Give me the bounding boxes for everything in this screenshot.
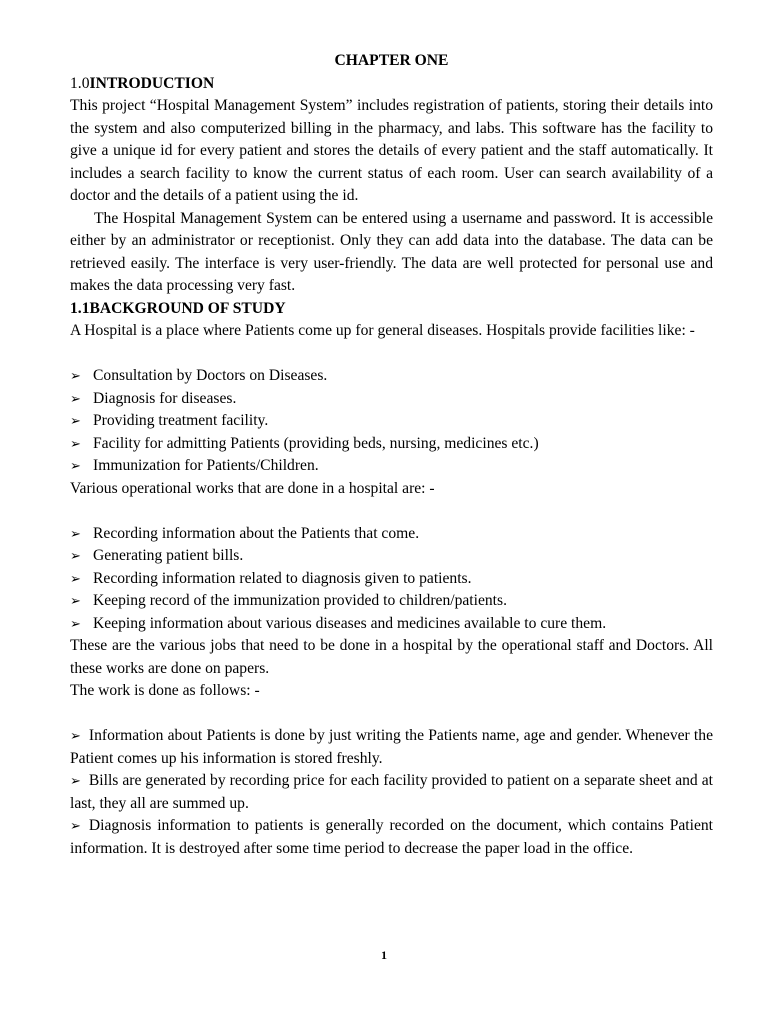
arrow-bullet-icon: ➢ bbox=[70, 525, 81, 541]
list-item: ➢ Keeping information about various diseases and medicines available to cure them. bbox=[70, 613, 713, 636]
page-content bbox=[70, 50, 713, 860]
work-item: ➢ Information about Patients is done by just writing the Patients name, age and gender. Whenever the Patient comes up his information is stored freshly. bbox=[70, 727, 713, 767]
intro-heading-number: 1.0 bbox=[70, 74, 90, 92]
intro-heading bbox=[70, 73, 713, 96]
background-intro: A Hospital is a place where Patients come up for general diseases. Hospitals provide facilities like: - bbox=[70, 322, 695, 339]
arrow-bullet-icon: ➢ bbox=[70, 368, 81, 383]
arrow-bullet-icon: ➢ bbox=[70, 818, 81, 833]
list-item: ➢ Diagnosis for diseases. bbox=[70, 388, 713, 411]
list-item: ➢ Providing treatment facility. bbox=[70, 410, 713, 433]
chapter-title: CHAPTER ONE bbox=[334, 52, 449, 69]
spacer bbox=[70, 343, 713, 366]
intro-heading-title: INTRODUCTION bbox=[89, 74, 215, 92]
list-item: ➢ Facility for admitting Patients (providing beds, nursing, medicines etc.) bbox=[70, 433, 713, 456]
arrow-bullet-icon: ➢ bbox=[70, 548, 81, 563]
arrow-bullet-icon: ➢ bbox=[70, 728, 81, 743]
operations-list bbox=[70, 523, 713, 636]
list-item: ➢ Generating patient bills. bbox=[70, 545, 713, 568]
background-heading-title: BACKGROUND OF STUDY bbox=[89, 299, 286, 317]
list-item: ➢ Recording information about the Patients that come. bbox=[70, 523, 713, 546]
intro-paragraph-1: This project “Hospital Management System” includes registration of patients, storing their details into the system and also computerized billing in the pharmacy, and labs. This software has the facility to give a unique id for every patient and stores the details of every patient and the staff automatically. It includes a search facility to know the current status of each room. User can search availability of a doctor and the details of a patient using the id. bbox=[70, 97, 713, 204]
arrow-bullet-icon: ➢ bbox=[70, 390, 81, 406]
work-item: ➢ Bills are generated by recording price for each facility provided to patient on a separate sheet and at last, they all are summed up. bbox=[70, 772, 713, 812]
list-item: ➢ Recording information related to diagnosis given to patients. bbox=[70, 568, 713, 591]
intro-paragraph-2: The Hospital Management System can be entered using a username and password. It is accessible either by an administrator or receptionist. Only they can add data into the database. The data can be retrieved easily. The interface is very user-friendly. The data are well protected for personal use and makes the data processing very fast. bbox=[70, 209, 713, 294]
arrow-bullet-icon: ➢ bbox=[70, 773, 81, 788]
operations-intro: Various operational works that are done in a hospital are: - bbox=[70, 479, 435, 497]
work-item: ➢ Diagnosis information to patients is generally recorded on the document, which contains Patient information. It is destroyed after some time period to decrease the paper load in the office. bbox=[70, 817, 713, 857]
jobs-paragraph: These are the various jobs that need to be done in a hospital by the operational staff and Doctors. All these works are done on papers. bbox=[70, 637, 713, 677]
arrow-bullet-icon: ➢ bbox=[70, 458, 81, 473]
list-item: ➢ Immunization for Patients/Children. bbox=[70, 455, 713, 478]
page-number: 1 bbox=[381, 948, 387, 962]
background-heading bbox=[70, 298, 713, 321]
list-item: ➢ Keeping record of the immunization provided to children/patients. bbox=[70, 590, 713, 613]
arrow-bullet-icon: ➢ bbox=[70, 615, 81, 631]
arrow-bullet-icon: ➢ bbox=[70, 570, 81, 586]
background-heading-number: 1.1 bbox=[70, 299, 90, 317]
arrow-bullet-icon: ➢ bbox=[70, 435, 81, 451]
work-intro: The work is done as follows: - bbox=[70, 682, 260, 699]
spacer bbox=[70, 500, 713, 523]
arrow-bullet-icon: ➢ bbox=[70, 413, 81, 428]
facilities-list bbox=[70, 365, 713, 478]
spacer bbox=[70, 703, 713, 726]
list-item: ➢ Consultation by Doctors on Diseases. bbox=[70, 365, 713, 388]
arrow-bullet-icon: ➢ bbox=[70, 593, 81, 608]
